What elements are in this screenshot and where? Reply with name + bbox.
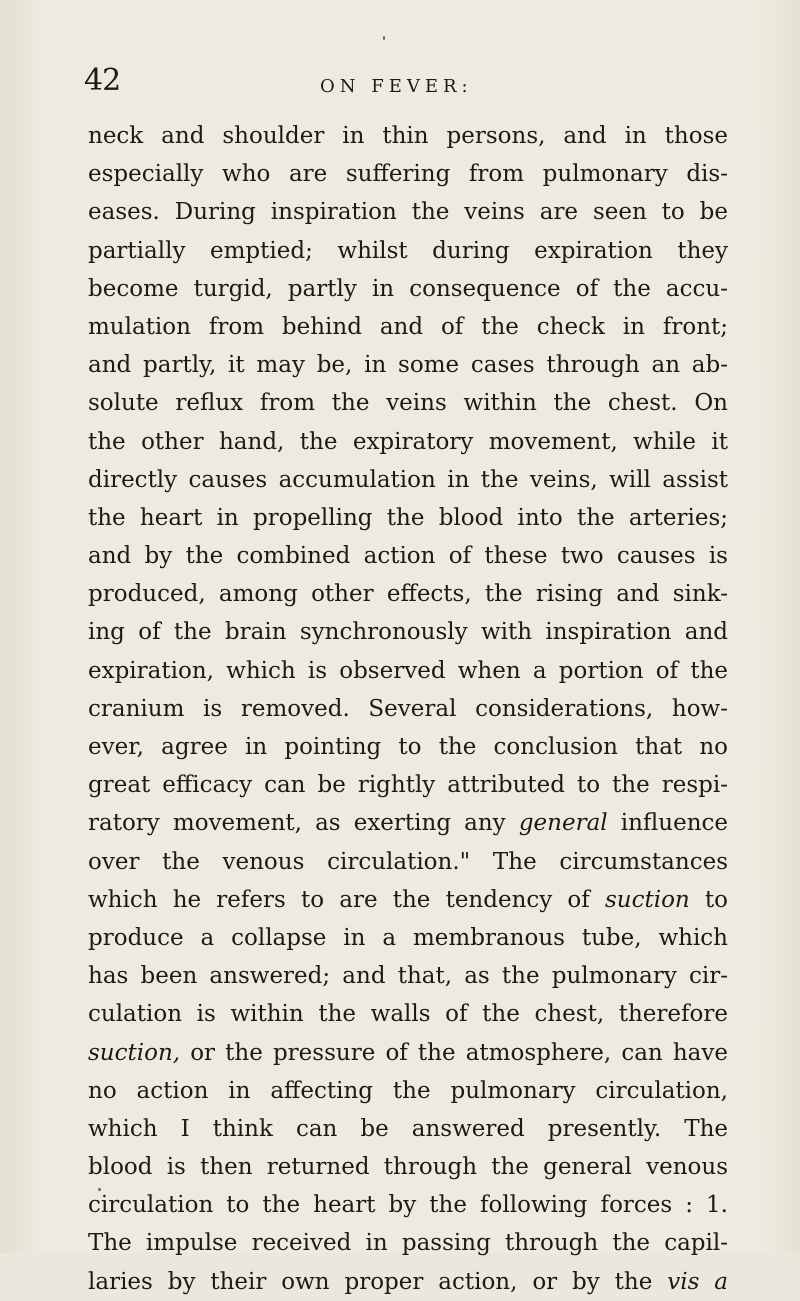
text-line — [88, 804, 728, 842]
text-segment: laries by their own proper action, or by the — [88, 1268, 668, 1295]
italic-term: suction, — [88, 1039, 181, 1066]
text-line: solute reflux from the veins within the chest. On — [88, 390, 728, 417]
text-segment: which he refers to are the tendency of — [88, 886, 605, 913]
text-line: great efficacy can be rightly attributed to the respi- — [88, 772, 728, 799]
text-line: neck and shoulder in thin persons, and in those — [88, 123, 728, 149]
body-text — [88, 117, 728, 1301]
text-line: over the venous circulation." The circumstances — [88, 848, 728, 875]
text-line: ever, agree in pointing to the conclusion that no — [88, 734, 728, 760]
page-header — [84, 64, 744, 104]
text-line: and partly, it may be, in some cases through an ab- — [88, 352, 728, 379]
ink-speck — [383, 36, 385, 40]
text-line: The impulse received in passing through the capil- — [88, 1230, 728, 1257]
page-number: 42 — [84, 63, 121, 98]
text-line: the other hand, the expiratory movement, while it — [88, 428, 728, 455]
text-segment: influence — [607, 810, 729, 837]
text-line: cranium is removed. Several considerations, how- — [88, 695, 728, 722]
text-line: partially emptied; whilst during expiration they — [88, 237, 728, 264]
text-segment: ratory movement, as exerting any — [88, 810, 519, 837]
text-line: which I think can be answered presently. The — [88, 1115, 728, 1142]
text-line: expiration, which is observed when a portion of the — [88, 657, 728, 684]
text-line: mulation from behind and of the check in front; — [88, 313, 728, 340]
text-line — [88, 881, 728, 919]
text-line: ing of the brain synchronously with inspiration and — [88, 619, 728, 646]
text-line: has been answered; and that, as the pulmonary cir- — [88, 963, 728, 990]
text-line: produced, among other effects, the rising and sink- — [88, 581, 728, 608]
text-line: produce a collapse in a membranous tube, which — [88, 924, 728, 951]
ink-speck — [98, 1188, 101, 1191]
italic-term: general — [518, 810, 608, 837]
text-line — [88, 1034, 728, 1072]
text-line: become turgid, partly in consequence of the accu- — [88, 275, 728, 302]
text-segment: to — [689, 886, 728, 913]
text-line — [88, 1263, 728, 1301]
text-line: blood is then returned through the general venous — [88, 1154, 728, 1181]
text-line: culation is within the walls of the chest, therefore — [88, 1001, 728, 1028]
text-line: directly causes accumulation in the veins, will assist — [88, 466, 728, 493]
text-line: and by the combined action of these two causes is — [88, 543, 728, 570]
italic-term: suction — [604, 886, 690, 913]
text-line: eases. During inspiration the veins are seen to be — [88, 199, 728, 226]
running-head: ON FEVER: — [320, 76, 473, 97]
text-segment: or the pressure of the atmosphere, can have — [180, 1039, 728, 1066]
italic-term: vis a — [667, 1268, 728, 1295]
text-line: the heart in propelling the blood into the arteries; — [88, 504, 728, 531]
text-line: no action in affecting the pulmonary circulation, — [88, 1077, 728, 1104]
text-line: especially who are suffering from pulmonary dis- — [88, 161, 728, 188]
text-line: circulation to the heart by the following forces : 1. — [88, 1192, 728, 1219]
